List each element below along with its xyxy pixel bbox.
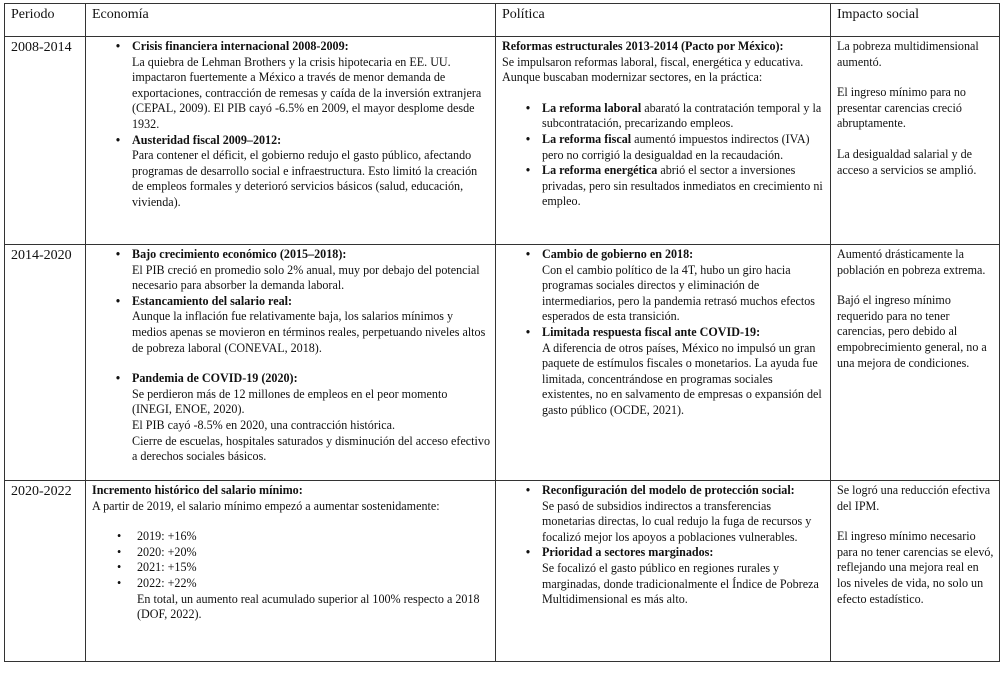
list-item: • 2022: +22% [137,576,490,592]
list-item [542,247,825,325]
period-cell: 2020-2022 [5,481,86,662]
item-title: • Estancamiento del salario real: [132,293,292,308]
section-outro: En total, un aumento real acumulado superior al 100% respecto a 2018 (DOF, 2022). [137,591,480,622]
list-item [542,101,825,132]
politica-list [502,483,825,608]
list-item [132,371,490,465]
header-periodo: Periodo [5,4,86,37]
item-bold: La reforma energética [542,163,658,178]
list-item: • 2020: +20% [137,545,490,561]
list-item: • 2019: +16% [137,529,490,545]
impact-text: Bajó el ingreso mínimo requerido para no tener carencias, pero debido al empobrecimiento general, no a una mejora de condiciones. [837,293,987,370]
item-text: aumentó impuestos indirectos (IVA) pero no corrigió la desigualdad en la recaudación. [542,131,810,162]
list-item [542,163,825,210]
policy-table [4,3,1000,662]
section-intro: A partir de 2019, el salario mínimo empezó a aumentar sostenidamente: [92,498,440,513]
salary-list [92,529,490,591]
item-text: Para contener el déficit, el gobierno redujo el gasto público, afectando programas de desarrollo social e infraestructura. Esto limitó la creación de empleos formales y deterioró servicios básicos (salud, educación, vivienda). [132,148,478,209]
politica-list [502,247,825,419]
item-title: • Austeridad fiscal 2009–2012: [132,132,282,147]
item-text: Con el cambio político de la 4T, hubo un giro hacia programas sociales directos y eliminación de intermediarios, pero la pandemia retrasó muchos efectos esperados de esta transición. [542,262,816,324]
item-title: • Limitada respuesta fiscal ante COVID-19: [542,324,761,339]
item-title: • Prioridad a sectores marginados: [542,545,714,560]
item-text: Aunque la inflación fue relativamente baja, los salarios mínimos y medios apenas se movieron en términos reales, perpetuando niveles altos de pobreza laboral (CONEVAL, 2018). [132,309,486,355]
economia-cell [86,481,496,662]
item-text: El PIB creció en promedio solo 2% anual, muy por debajo del potencial necesario para absorber la demanda laboral. [132,262,480,293]
item-text: abrió el sector a inversiones privadas, pero sin resultados inmediatos en crecimiento ni empleo. [542,163,823,209]
politica-cell [496,245,831,481]
item-text: El PIB cayó -8.5% en 2020, una contracción histórica. [132,417,395,432]
impacto-cell [831,37,1000,245]
politica-cell [496,481,831,662]
item-bold: La reforma fiscal [542,131,632,146]
impacto-cell [831,245,1000,481]
item-bold: La reforma laboral [542,100,642,115]
table-row [5,245,1000,481]
impact-text: La desigualdad salarial y de acceso a servicios se amplió. [837,146,977,177]
economia-cell [86,245,496,481]
table-row [5,37,1000,245]
list-item [132,294,490,371]
section-title: Incremento histórico del salario mínimo: [92,483,303,497]
item-text: La quiebra de Lehman Brothers y la crisis hipotecaria en EE. UU. impactaron fuertemente a México a través de menor demanda de exportaciones, contracción de remesas y caída de la inversión extranjera (CEPAL, 2009). El PIB cayó -6.5% en 2009, el mayor desplome desde 1932. [132,54,482,131]
economia-list [92,39,490,211]
item-title: • Pandemia de COVID-19 (2020): [132,371,298,386]
item-title: • Crisis financiera internacional 2008-2009: [132,39,349,53]
impact-text: Se logró una reducción efectiva del IPM. [837,483,991,513]
item-text: A diferencia de otros países, México no impulsó un gran paquete de estímulos fiscales o monetarios. La ayuda fue limitada, concentrándose en programas sociales existentes, no en salvamento de empresas o expansión del gasto público (OCDE, 2021). [542,340,822,417]
header-row [5,4,1000,37]
list-item [542,325,825,419]
list-item [542,545,825,607]
section-intro: Se impulsaron reformas laboral, fiscal, energética y educativa. Aunque buscaban modernizar sectores, en la práctica: [502,54,804,85]
list-item [132,247,490,294]
impact-text: La pobreza multidimensional aumentó. [837,39,979,69]
list-item [542,132,825,163]
period-cell: 2008-2014 [5,37,86,245]
list-item: • 2021: +15% [137,560,490,576]
item-text: Se pasó de subsidios indirectos a transferencias monetarias directas, lo cual redujo la fuga de recursos y focalizó mejor los apoyos a poblaciones vulnerables. [542,498,812,544]
table-row [5,481,1000,662]
header-politica: Política [496,4,831,37]
list-item [132,39,490,133]
item-text: Cierre de escuelas, hospitales saturados y disminución del acceso efectivo a derechos sociales básicos. [132,433,490,464]
impact-text: El ingreso mínimo para no presentar carencias creció abruptamente. [837,85,966,131]
impact-text: Aumentó drásticamente la población en pobreza extrema. [837,247,986,277]
item-text: Se focalizó el gasto público en regiones rurales y marginadas, donde tradicionalmente el Índice de Pobreza Multidimensional es más alto. [542,560,819,607]
economia-list [92,247,490,465]
politica-cell [496,37,831,245]
list-item [132,133,490,211]
item-title: • Cambio de gobierno en 2018: [542,247,694,261]
item-text: Se perdieron más de 12 millones de empleos en el peor momento (INEGI, ENOE, 2020). [132,386,448,417]
list-item [542,483,825,545]
item-title: • Bajo crecimiento económico (2015–2018): [132,247,347,261]
economia-cell [86,37,496,245]
header-economia: Economía [86,4,496,37]
impacto-cell [831,481,1000,662]
item-title: • Reconfiguración del modelo de protección social: [542,483,795,497]
section-title: Reformas estructurales 2013-2014 (Pacto por México): [502,39,784,53]
item-text: abarató la contratación temporal y la subcontratación, precarizando empleos. [542,100,822,131]
period-cell: 2014-2020 [5,245,86,481]
impact-text: El ingreso mínimo necesario para no tener carencias se elevó, reflejando una mejora real en los niveles de vida, no solo un efecto estadístico. [837,529,994,606]
header-impacto: Impacto social [831,4,1000,37]
politica-list [502,101,825,210]
